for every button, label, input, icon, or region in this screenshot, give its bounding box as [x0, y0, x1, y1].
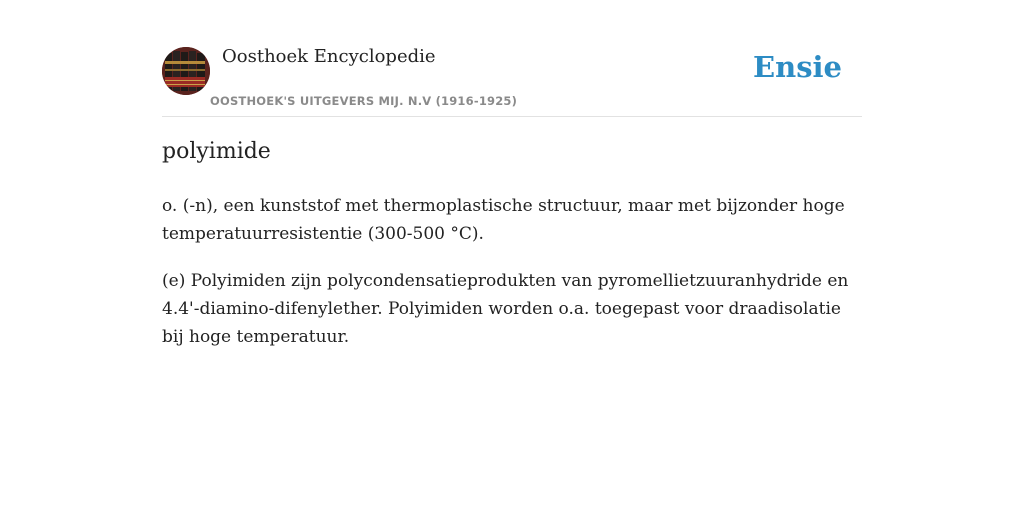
brand-logo-link[interactable]: Ensie — [753, 50, 842, 84]
encyclopedia-books-icon[interactable] — [162, 47, 210, 95]
entry-paragraph: (e) Polyimiden zijn polycondensatieprodukten van pyromellietzuuranhydride en 4.4'-diamino-difenylether. Polyimiden worden o.a. toegepast voor draadisolatie bij hoge temperatuur. — [162, 271, 849, 347]
source-header — [162, 40, 862, 117]
entry-paragraph: o. (-n), een kunststof met thermoplastische structuur, maar met bijzonder hoge temperatuurresistentie (300-500 °C). — [162, 196, 845, 244]
source-subtitle: OOSTHOEK'S UITGEVERS MIJ. N.V (1916-1925) — [210, 94, 518, 108]
entry-title: polyimide — [162, 139, 271, 164]
source-title[interactable]: Oosthoek Encyclopedie — [222, 46, 436, 67]
